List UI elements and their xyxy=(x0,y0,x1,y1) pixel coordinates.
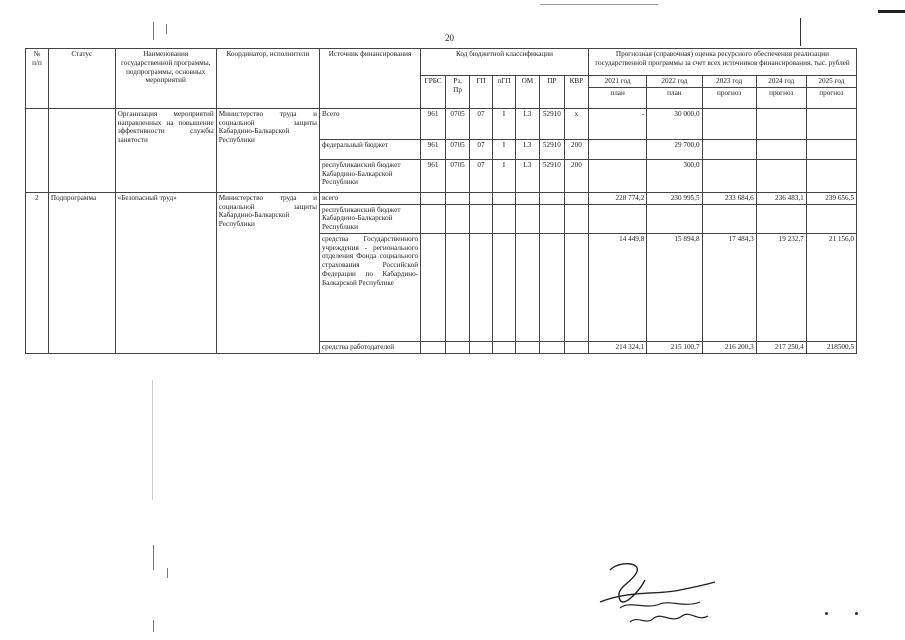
scan-line-top xyxy=(540,4,658,5)
value-cell xyxy=(588,139,646,159)
code-cell xyxy=(470,233,493,341)
margin-mark xyxy=(800,18,801,46)
code-header: ПР xyxy=(539,76,564,109)
code-cell xyxy=(515,192,539,204)
code-cell: 200 xyxy=(564,159,588,192)
header-num: № п/п xyxy=(26,49,49,109)
value-cell: 216 200,3 xyxy=(702,341,756,353)
code-cell xyxy=(539,233,564,341)
code-cell xyxy=(446,233,470,341)
value-cell xyxy=(702,108,756,139)
code-cell xyxy=(564,233,588,341)
value-cell: 14 449,8 xyxy=(588,233,646,341)
code-cell xyxy=(421,233,446,341)
code-cell: 0705 xyxy=(446,159,470,192)
code-cell xyxy=(539,204,564,233)
row-name: «Безопасный труд» xyxy=(115,192,216,353)
row-source: республиканский бюджет Кабардино-Балкарской Республики xyxy=(319,159,420,192)
year-type: прогноз xyxy=(756,87,806,108)
header-row xyxy=(26,49,857,76)
code-cell: 0705 xyxy=(446,139,470,159)
scan-dot xyxy=(855,612,858,615)
year-header: 2024 год xyxy=(756,76,806,88)
table-row xyxy=(26,192,857,204)
code-cell: 52910 xyxy=(539,108,564,139)
code-cell xyxy=(470,341,493,353)
code-header: ГРБС xyxy=(421,76,446,109)
code-header: ОМ xyxy=(515,76,539,109)
code-cell xyxy=(515,341,539,353)
code-cell xyxy=(446,204,470,233)
code-cell: 961 xyxy=(421,139,446,159)
value-cell xyxy=(756,108,806,139)
row-source: всего xyxy=(319,192,420,204)
value-cell: 215 100,7 xyxy=(647,341,702,353)
code-cell: I xyxy=(492,108,515,139)
value-cell xyxy=(702,159,756,192)
value-cell xyxy=(702,139,756,159)
code-cell xyxy=(421,204,446,233)
resource-table xyxy=(25,48,857,354)
code-cell xyxy=(446,341,470,353)
code-cell xyxy=(446,192,470,204)
page-number: 20 xyxy=(445,33,454,43)
value-cell: 300,0 xyxy=(647,159,702,192)
row-coordinator: Министерство труда и социальной защиты Кабардино-Балкарской Республики xyxy=(216,108,319,192)
value-cell: 29 700,0 xyxy=(647,139,702,159)
row-num xyxy=(26,108,49,192)
code-cell: I xyxy=(492,159,515,192)
code-cell xyxy=(515,204,539,233)
header-forecast: Прогнозная (справочная) оценка ресурсного обеспечения реализации государственной программы за счет всех источников финансирования, тыс. рублей xyxy=(588,49,856,76)
code-cell xyxy=(539,341,564,353)
year-header: 2025 год xyxy=(806,76,856,88)
scan-line-corner xyxy=(878,10,905,13)
margin-mark xyxy=(166,24,167,34)
value-cell: - xyxy=(588,108,646,139)
code-cell xyxy=(470,192,493,204)
year-type: прогноз xyxy=(702,87,756,108)
row-source: средства Государственного учреждения - регионального отделения Фонда социального страхования Российской Федерации по Кабардино-Балкарской Республике xyxy=(319,233,420,341)
header-coordinator: Координатор, исполнители xyxy=(216,49,319,109)
code-cell xyxy=(564,341,588,353)
code-cell xyxy=(492,233,515,341)
code-cell: I xyxy=(492,139,515,159)
code-cell xyxy=(421,341,446,353)
code-cell xyxy=(564,192,588,204)
code-cell xyxy=(564,204,588,233)
code-header: Рз, Пр xyxy=(446,76,470,109)
year-header: 2021 год xyxy=(588,76,646,88)
year-header: 2022 год xyxy=(647,76,702,88)
code-cell: 07 xyxy=(470,159,493,192)
code-cell: 0705 xyxy=(446,108,470,139)
code-cell: 961 xyxy=(421,159,446,192)
year-type: план xyxy=(588,87,646,108)
row-source: республиканский бюджет Кабардино-Балкарской Республики xyxy=(319,204,420,233)
code-cell xyxy=(539,192,564,204)
year-type: прогноз xyxy=(806,87,856,108)
code-cell: 52910 xyxy=(539,159,564,192)
code-cell xyxy=(470,204,493,233)
code-cell: L3 xyxy=(515,108,539,139)
year-type: план xyxy=(647,87,702,108)
value-cell xyxy=(806,108,856,139)
code-cell: L3 xyxy=(515,159,539,192)
value-cell: 228 774,2 xyxy=(588,192,646,204)
value-cell: 239 656,5 xyxy=(806,192,856,204)
row-source: средства работодателей xyxy=(319,341,420,353)
code-cell: 961 xyxy=(421,108,446,139)
code-header: ГП xyxy=(470,76,493,109)
row-name: Организация мероприятий направленных на повышение эффективности службы занятости xyxy=(115,108,216,192)
value-cell xyxy=(806,159,856,192)
code-cell xyxy=(421,192,446,204)
code-cell: L3 xyxy=(515,139,539,159)
header-source: Источник финансирования xyxy=(319,49,420,109)
value-cell: 217 250,4 xyxy=(756,341,806,353)
value-cell: 21 156,0 xyxy=(806,233,856,341)
code-header: КВР xyxy=(564,76,588,109)
value-cell xyxy=(806,204,856,233)
code-cell: 200 xyxy=(564,139,588,159)
year-header: 2023 год xyxy=(702,76,756,88)
table-row xyxy=(26,108,857,139)
header-name: Наименования государственной программы, подпрограммы, основных мероприятий xyxy=(115,49,216,109)
code-cell: 07 xyxy=(470,108,493,139)
value-cell xyxy=(756,159,806,192)
value-cell xyxy=(756,139,806,159)
code-cell: 52910 xyxy=(539,139,564,159)
value-cell: 15 894,8 xyxy=(647,233,702,341)
value-cell: 218500,5 xyxy=(806,341,856,353)
margin-mark xyxy=(153,22,154,40)
value-cell xyxy=(806,139,856,159)
value-cell: 214 324,1 xyxy=(588,341,646,353)
code-cell xyxy=(515,233,539,341)
row-coordinator: Министерство труда и социальной защиты Кабардино-Балкарской Республики xyxy=(216,192,319,353)
code-header: пГП xyxy=(492,76,515,109)
margin-mark xyxy=(153,620,154,632)
margin-mark xyxy=(167,568,168,578)
value-cell: 19 232,7 xyxy=(756,233,806,341)
value-cell xyxy=(756,204,806,233)
row-status: Подпрограмма xyxy=(48,192,115,353)
header-budget-code: Код бюджетной классификации xyxy=(421,49,589,76)
value-cell xyxy=(588,159,646,192)
code-cell: х xyxy=(564,108,588,139)
value-cell: 17 484,3 xyxy=(702,233,756,341)
row-source: Всего xyxy=(319,108,420,139)
code-cell xyxy=(492,204,515,233)
code-cell xyxy=(492,192,515,204)
handwritten-signature xyxy=(590,560,730,630)
margin-mark xyxy=(152,380,153,500)
value-cell xyxy=(702,204,756,233)
value-cell xyxy=(647,204,702,233)
scan-dot xyxy=(825,612,828,615)
row-num: 2 xyxy=(26,192,49,353)
value-cell: 230 995,5 xyxy=(647,192,702,204)
code-cell xyxy=(492,341,515,353)
row-source: федеральный бюджет xyxy=(319,139,420,159)
header-status: Статус xyxy=(48,49,115,109)
value-cell: 30 000,0 xyxy=(647,108,702,139)
row-status xyxy=(48,108,115,192)
code-cell: 07 xyxy=(470,139,493,159)
value-cell: 236 483,1 xyxy=(756,192,806,204)
value-cell xyxy=(588,204,646,233)
margin-mark xyxy=(153,545,154,570)
value-cell: 233 684,6 xyxy=(702,192,756,204)
